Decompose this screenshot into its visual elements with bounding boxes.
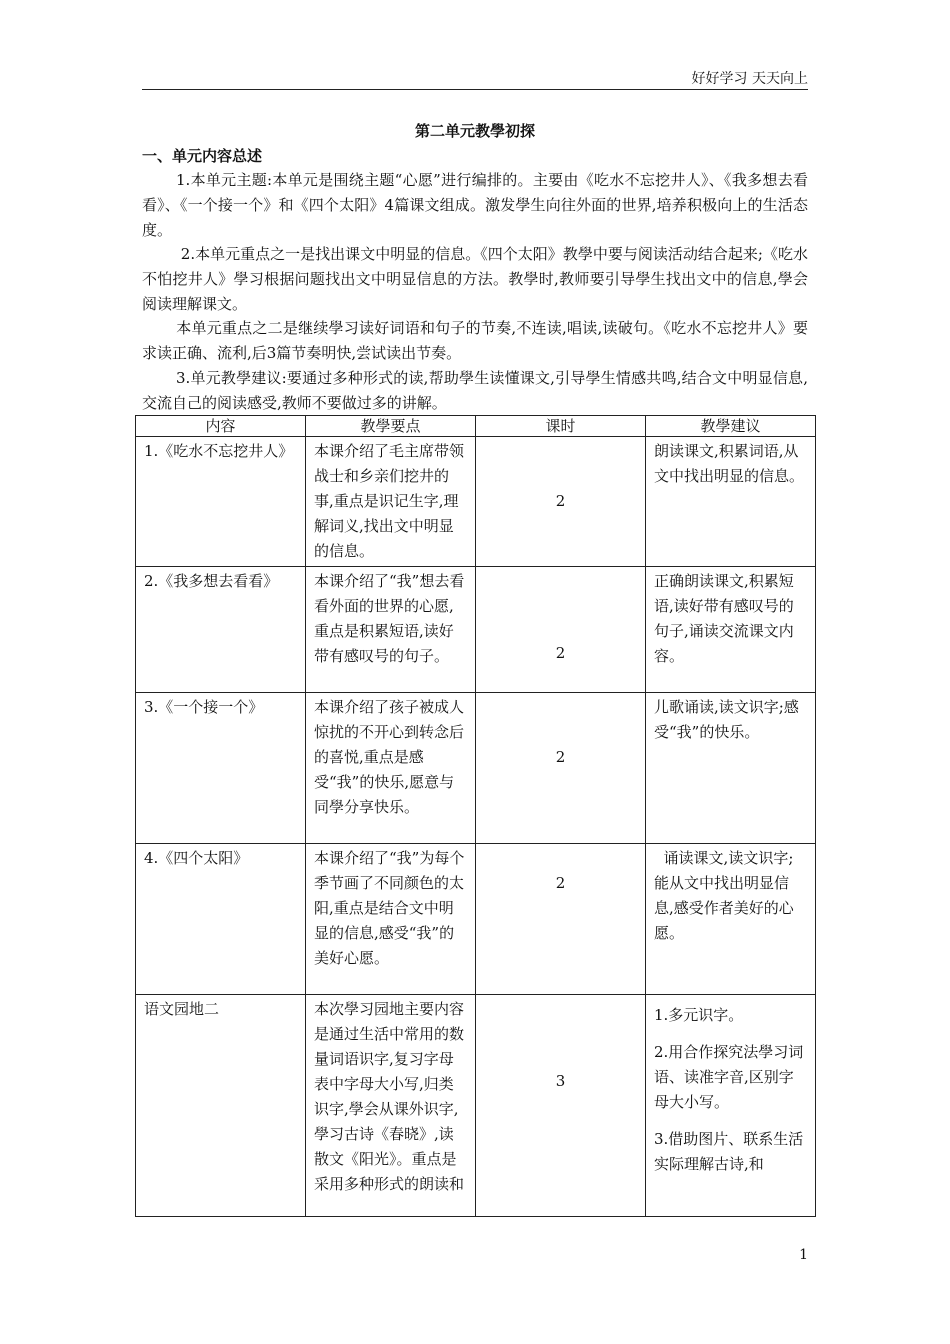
paragraph-suggestion (142, 366, 808, 416)
header-hours: 课时 (476, 416, 646, 437)
document-title: 第二单元教學初探 (414, 122, 535, 140)
cell-content: 语文园地二 (136, 995, 306, 1217)
cell-points: 本课介绍了“我”为每个季节画了不同颜色的太阳,重点是结合文中明显的信息,感受“我”的美好心愿。 (306, 844, 476, 995)
tip-item: 2.用合作探究法學习词语、读准字音,区别字母大小写。 (654, 1043, 804, 1111)
header-rule (142, 89, 808, 90)
cell-points: 本课介绍了毛主席带领战士和乡亲们挖井的事,重点是识记生字,理解词义,找出文中明显的信息。 (306, 437, 476, 567)
cell-hours: 2 (476, 844, 646, 995)
cell-hours: 3 (476, 995, 646, 1217)
cell-points: 本课介绍了孩子被成人惊扰的不开心到转念后的喜悦,重点是感受“我”的快乐,愿意与同學分享快乐。 (306, 693, 476, 844)
paragraph-key-point-2 (142, 316, 808, 366)
table-row (136, 567, 816, 693)
paragraph-key-point-1 (142, 242, 808, 317)
paragraph-text: 2.本单元重点之一是找出课文中明显的信息。《四个太阳》教學中要与阅读活动结合起来;《吃水不怕挖井人》學习根据问题找出文中明显信息的方法。教學时,教师要引导學生找出文中的信息,學会阅读理解课文。 (142, 245, 808, 313)
cell-content: 1.《吃水不忘挖井人》 (136, 437, 306, 567)
tip-item: 1.多元识字。 (654, 1006, 744, 1024)
header-tips: 教學建议 (646, 416, 816, 437)
cell-points: 本课介绍了“我”想去看看外面的世界的心愿,重点是积累短语,读好带有感叹号的句子。 (306, 567, 476, 693)
lesson-plan-table (135, 415, 816, 1217)
paragraph-text: 本单元重点之二是继续學习读好词语和句子的节奏,不连读,唱读,读破句。《吃水不忘挖井人》要求读正确、流利,后3篇节奏明快,尝试读出节奏。 (142, 319, 808, 362)
cell-hours: 2 (476, 567, 646, 693)
table-header-row (136, 416, 816, 437)
table-row (136, 995, 816, 1217)
header-points: 教學要点 (306, 416, 476, 437)
cell-tips (646, 995, 816, 1217)
paragraph-theme (142, 168, 808, 243)
table-row (136, 844, 816, 995)
cell-hours: 2 (476, 437, 646, 567)
cell-tips: 朗读课文,积累词语,从文中找出明显的信息。 (646, 437, 816, 567)
cell-content: 4.《四个太阳》 (136, 844, 306, 995)
section-heading: 一、单元内容总述 (142, 147, 263, 165)
tip-item: 3.借助图片、联系生活实际理解古诗,和 (654, 1130, 804, 1173)
cell-points: 本次學习园地主要内容是通过生活中常用的数量词语识字,复习字母表中字母大小写,归类识字,學会从课外识字,學习古诗《春晓》,读散文《阳光》。重点是采用多种形式的朗读和 (306, 995, 476, 1217)
cell-content: 3.《一个接一个》 (136, 693, 306, 844)
page-number: 1 (799, 1247, 808, 1263)
cell-tips: 正确朗读课文,积累短语,读好带有感叹号的句子,诵读交流课文内容。 (646, 567, 816, 693)
cell-hours: 2 (476, 693, 646, 844)
table-row (136, 693, 816, 844)
table-row (136, 437, 816, 567)
cell-content: 2.《我多想去看看》 (136, 567, 306, 693)
header-content: 内容 (136, 416, 306, 437)
cell-tips: 儿歌诵读,读文识字;感受“我”的快乐。 (646, 693, 816, 844)
paragraph-text: 1.本单元主题:本单元是围绕主题“心愿”进行编排的。主要由《吃水不忘挖井人》、《我多想去看看》、《一个接一个》和《四个太阳》4篇课文组成。激发學生向往外面的世界,培养积极向上的生活态度。 (142, 171, 808, 239)
paragraph-text: 3.单元教學建议:要通过多种形式的读,帮助學生读懂课文,引导學生情感共鸣,结合文中明显信息,交流自己的阅读感受,教师不要做过多的讲解。 (142, 369, 808, 412)
cell-tips: 诵读课文,读文识字;能从文中找出明显信息,感受作者美好的心愿。 (646, 844, 816, 995)
page-header: 好好学习 天天向上 (691, 71, 808, 87)
